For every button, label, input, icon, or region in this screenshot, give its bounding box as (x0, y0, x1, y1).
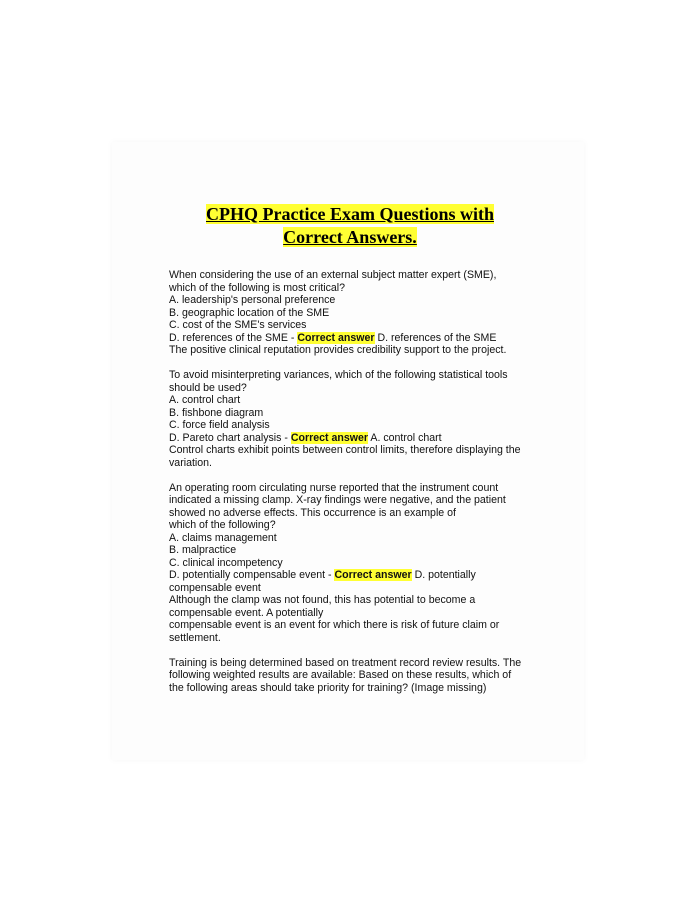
answer-line (169, 569, 549, 582)
question-block (169, 482, 549, 645)
question-stem-line: An operating room circulating nurse reported that the instrument count (169, 481, 499, 494)
option-d: D. references of the SME - (169, 331, 298, 344)
explanation-line: The positive clinical reputation provides credibility support to the project. (169, 344, 507, 356)
document-title (0, 203, 700, 249)
question-stem-line: following weighted results are available: Based on these results, which of (169, 669, 512, 681)
option-b: B. malpractice (169, 544, 237, 556)
option-c: C. cost of the SME's services (169, 319, 307, 331)
question-block (169, 269, 549, 357)
question-stem-line: which of the following is most critical? (169, 281, 346, 294)
explanation-line: Although the clamp was not found, this has potential to become a (169, 594, 476, 606)
question-stem-line: indicated a missing clamp. X-ray findings were negative, and the patient (169, 494, 506, 506)
option-b: B. fishbone diagram (169, 406, 264, 419)
option-d: D. Pareto chart analysis - (169, 431, 291, 444)
option-c: C. force field analysis (169, 419, 270, 431)
question-stem-line: which of the following? (169, 519, 276, 531)
question-stem-line: showed no adverse effects. This occurrence is an example of (169, 506, 456, 519)
correct-answer-text: D. references of the SME (374, 331, 497, 344)
explanation-line: variation. (169, 456, 212, 469)
answer-line (169, 332, 549, 345)
explanation-line: compensable event. A potentially (169, 606, 324, 619)
answer-continued: compensable event (169, 581, 261, 594)
correct-answer-text: D. potentially (411, 569, 476, 581)
title-line-2: Correct Answers. (283, 227, 417, 247)
explanation-line: settlement. (169, 631, 221, 644)
question-stem-line: Training is being determined based on treatment record review results. The (169, 656, 522, 669)
question-stem-line: should be used? (169, 381, 247, 394)
explanation-line: Control charts exhibit points between control limits, therefore displaying the (169, 444, 521, 456)
answer-line (169, 432, 549, 445)
document-body (169, 269, 549, 694)
option-b: B. geographic location of the SME (169, 306, 330, 319)
correct-answer-highlight: Correct answer (297, 331, 375, 344)
option-d: D. potentially compensable event - (169, 569, 335, 581)
correct-answer-highlight: Correct answer (290, 431, 369, 444)
question-block (169, 369, 549, 469)
question-stem-line: To avoid misinterpreting variances, which of the following statistical tools (169, 369, 508, 381)
title-line-1: CPHQ Practice Exam Questions with (206, 204, 494, 224)
correct-answer-text: A. control chart (368, 431, 442, 444)
question-block (169, 657, 549, 695)
option-a: A. leadership's personal preference (169, 294, 336, 306)
correct-answer-highlight: Correct answer (334, 569, 412, 581)
question-stem-line: When considering the use of an external subject matter expert (SME), (169, 269, 497, 281)
option-a: A. control chart (169, 394, 241, 406)
option-a: A. claims management (169, 531, 277, 544)
option-c: C. clinical incompetency (169, 556, 283, 569)
explanation-line: compensable event is an event for which there is risk of future claim or (169, 619, 500, 631)
question-stem-line: the following areas should take priority for training? (Image missing) (169, 681, 487, 694)
